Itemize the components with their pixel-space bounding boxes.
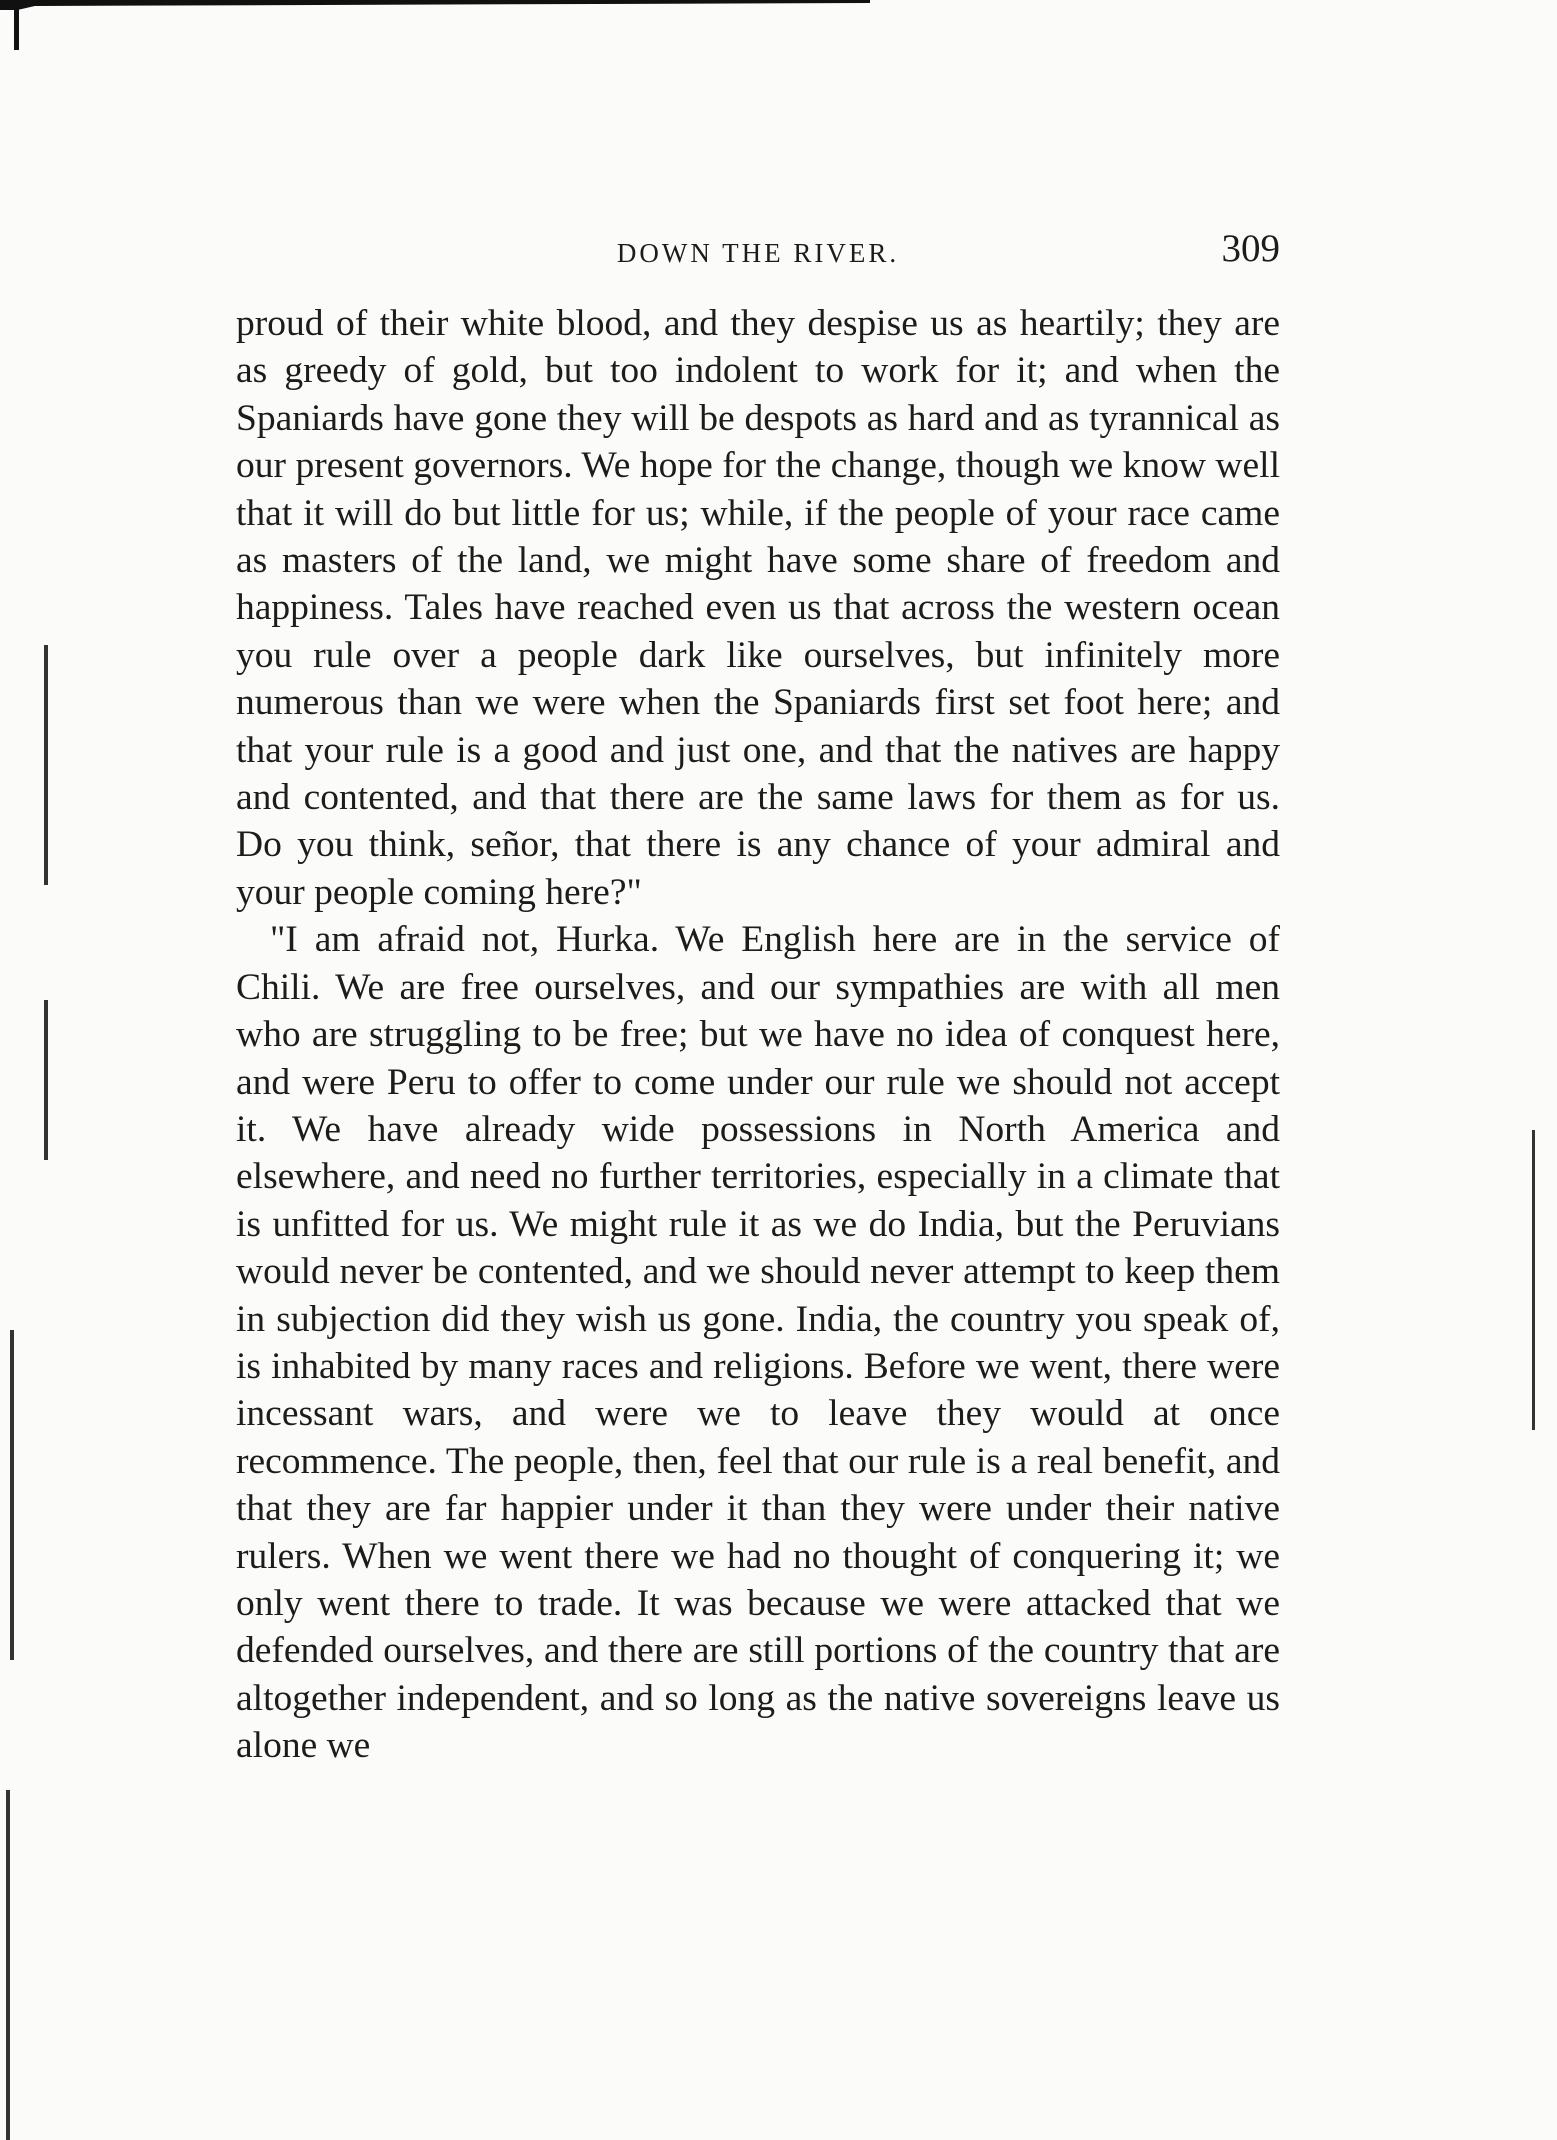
- scan-edge-top: [0, 0, 870, 10]
- page-number: 309: [1221, 227, 1280, 270]
- margin-mark: [44, 645, 48, 885]
- paragraph-reply: "I am afraid not, Hurka. We English here are in the service of Chili. We are free ourselves, and our sympathies are with all men who are struggling to be free; but we have no idea of conquest here, and were Peru to offer to come under our rule we should not accept it. We have already wide possessions in North America and elsewhere, and need no further territories, especially in a climate that is unfitted for us. We might rule it as we do India, but the Peruvians would never be contented, and we should never attempt to keep them in subjection did they wish us gone. India, the country you speak of, is inhabited by many races and religions. Before we went, there were incessant wars, and were we to leave they would at once recommence. The people, then, feel that our rule is a real benefit, and that they are far happier under it than they were under their native rulers. When we went there we had no thought of conquering it; we only went there to trade. It was because we were attacked that we defended ourselves, and there are still portions of the country that are altogether independent, and so long as the native sovereigns leave us alone we: [236, 919, 1280, 1767]
- margin-mark: [10, 1330, 14, 1660]
- margin-mark: [1532, 1130, 1535, 1430]
- margin-mark: [6, 1790, 10, 2140]
- page-header: [236, 226, 1280, 286]
- scan-edge-left: [14, 0, 19, 50]
- margin-mark: [44, 1000, 48, 1160]
- page-body: [236, 300, 1280, 1770]
- paragraph-continued: proud of their white blood, and they despise us as heartily; they are as greedy of gold, but too indolent to work for it; and when the Spaniards have gone they will be despots as hard and as tyrannical as our present governors. We hope for the change, though we know well that it will do but little for us; while, if the people of your race came as masters of the land, we might have some share of freedom and happiness. Tales have reached even us that across the western ocean you rule over a people dark like ourselves, but infinitely more numerous than we were when the Spaniards first set foot here; and that your rule is a good and just one, and that the natives are happy and contented, and that there are the same laws for them as for us. Do you think, señor, that there is any chance of your admiral and your people coming here?": [236, 303, 1280, 913]
- running-title: DOWN THE RIVER.: [616, 238, 900, 268]
